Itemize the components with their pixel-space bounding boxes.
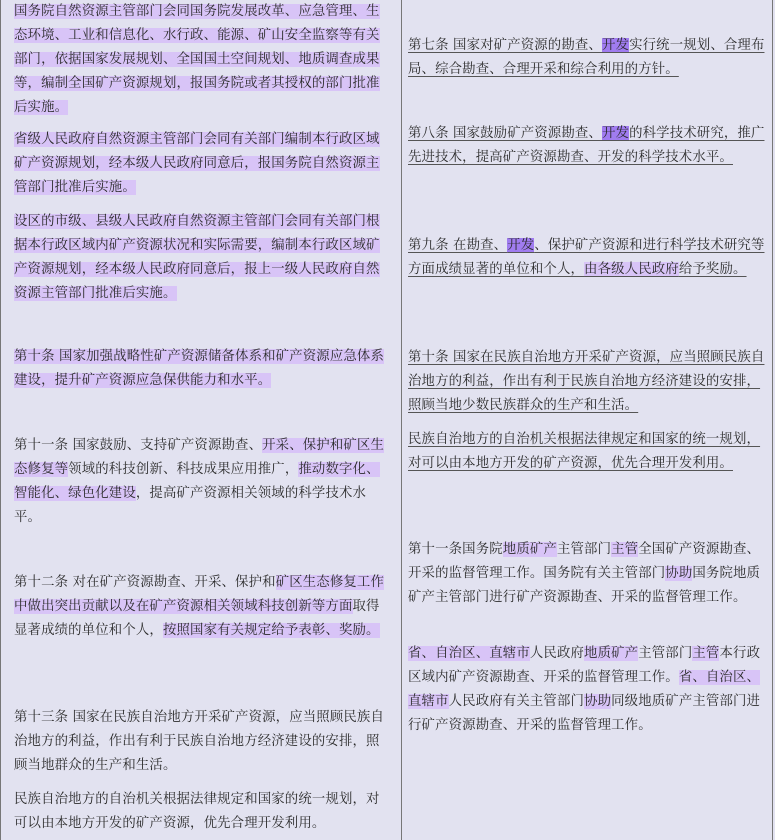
left-paragraph-article-11 [14,434,392,530]
text-run: 由各级人民政府 [584,262,679,277]
text-run: 第十一条国务院 [408,542,503,557]
left-paragraph-autonomy [14,788,392,836]
text-run: 开采、保护和矿区生态修复等 [14,438,385,477]
text-run: 主管部门 [638,646,693,661]
text-run: 主管部门 [556,542,612,557]
text-run: 民族自治地方的自治机关根据法律规定和国家的统一规划，对可以由本地方开发的矿产资源，优先合理开发利用。 [408,432,761,471]
text-run: 第七条 国家对矿产资源的勘查、 [408,38,602,53]
text-run: 第十条 国家加强战略性矿产资源储备体系和矿产资源应急体系建设，提升矿产资源应急保供能力和水平。 [14,349,385,388]
text-run: 第十一条 国家鼓励、支持矿产资源勘查、 [14,438,263,453]
text-run: 主管 [692,646,720,661]
text-run: 开发 [601,126,630,141]
left-paragraph-article-12 [14,571,392,643]
right-paragraph-autonomy [408,428,766,476]
right-paragraph-article-7 [408,34,766,82]
left-paragraph-1 [14,0,392,120]
text-run: 地质矿产 [584,646,639,661]
left-paragraph-3 [14,210,392,306]
text-run: 推动数字化、智能化、绿色化建设 [14,462,380,501]
text-run: 协助 [665,566,693,581]
text-run: 按照国家有关规定给予表彰、奖励。 [162,623,380,638]
text-run: 第十二条 对在矿产资源勘查、开采、保护和 [14,575,276,590]
text-run: 领域的科技创新、科技成果应用推广， [68,462,299,477]
text-run: 设区的市级、县级人民政府自然资源主管部门会同有关部门根据本行政区域内矿产资源状况和实际需要，编制本行政区域矿产资源规划，经本级人民政府同意后，报上一级人民政府自然资源主管部门批准后实施。 [14,214,380,301]
text-run: 开发 [601,38,630,53]
text-run: 民族自治地方的自治机关根据法律规定和国家的统一规划，对可以由本地方开发的矿产资源，优先合理开发利用。 [14,792,380,831]
right-paragraph-article-10 [408,346,766,418]
text-run: 第八条 国家鼓励矿产资源勘查、 [408,126,602,141]
text-run: 给予奖励。 [678,262,747,277]
text-run: 全国矿产资源勘查、开采的监督管理工作。国务院有关主管部门 [408,542,761,581]
right-paragraph-article-11 [408,538,766,610]
right-paragraph-article-8 [408,122,766,170]
right-paragraph-article-9 [408,234,766,282]
text-run: 国务院自然资源主管部门会同国务院发展改革、应急管理、生态环境、工业和信息化、水行政、能源、矿山安全监察等有关部门，依据国家发展规划、全国国土空间规划、地质调查成果等，编制全国矿产资源规划，报国务院或者其授权的部门批准后实施。 [14,4,380,115]
left-paragraph-2 [14,128,392,200]
text-run: 第九条 在勘查、 [408,238,508,253]
text-run: 主管 [611,542,639,557]
text-run: ，提高矿产资源相关领域的科学技术水平。 [14,486,367,525]
text-run: 矿区生态修复工作中做出突出贡献以及在矿产资源相关领域科技创新等方面 [14,575,385,614]
text-run: 省、自治区、直辖市 [408,670,761,709]
text-run: 、保护矿产资源和进行科学技术研究等方面成绩显著的单位和个人， [408,238,765,277]
text-run: 人民政府 [529,646,585,661]
text-run: 本行政区域内矿产资源勘查、开采的监督管理工作。 [408,646,761,685]
text-run: 开发 [507,238,535,253]
text-run: 人民政府有关主管部门 [448,694,585,709]
left-paragraph-article-13 [14,706,392,778]
text-run: 省级人民政府自然资源主管部门会同有关部门编制本行政区域矿产资源规划，经本级人民政府同意后，报国务院自然资源主管部门批准后实施。 [14,132,380,195]
text-run: 国务院地质矿产主管部门进行矿产资源勘查、开采的监督管理工作。 [408,566,761,605]
text-run: 取得显著成绩的单位和个人， [14,599,380,638]
column-divider [401,0,402,840]
text-run: 实行统一规划、合理布局、综合勘查、合理开采和综合利用的方针。 [408,38,765,77]
text-run: 省、自治区、直辖市 [408,646,530,661]
text-run: 地质矿产 [502,542,557,557]
text-run: 协助 [584,694,612,709]
text-run: 同级地质矿产主管部门进行矿产资源勘查、开采的监督管理工作。 [408,694,761,733]
text-run: 第十三条 国家在民族自治地方开采矿产资源，应当照顾民族自治地方的利益，作出有利于民族自治地方经济建设的安排，照顾当地群众的生产和生活。 [14,710,385,773]
text-run: 第十条 国家在民族自治地方开采矿产资源，应当照顾民族自治地方的利益，作出有利于民族自治地方经济建设的安排，照顾当地少数民族群众的生产和生活。 [408,350,765,413]
right-paragraph-provincial [408,642,766,738]
text-run: 的科学技术研究，推广先进技术，提高矿产资源勘查、开发的科学技术水平。 [408,126,765,165]
left-paragraph-article-10 [14,345,392,393]
